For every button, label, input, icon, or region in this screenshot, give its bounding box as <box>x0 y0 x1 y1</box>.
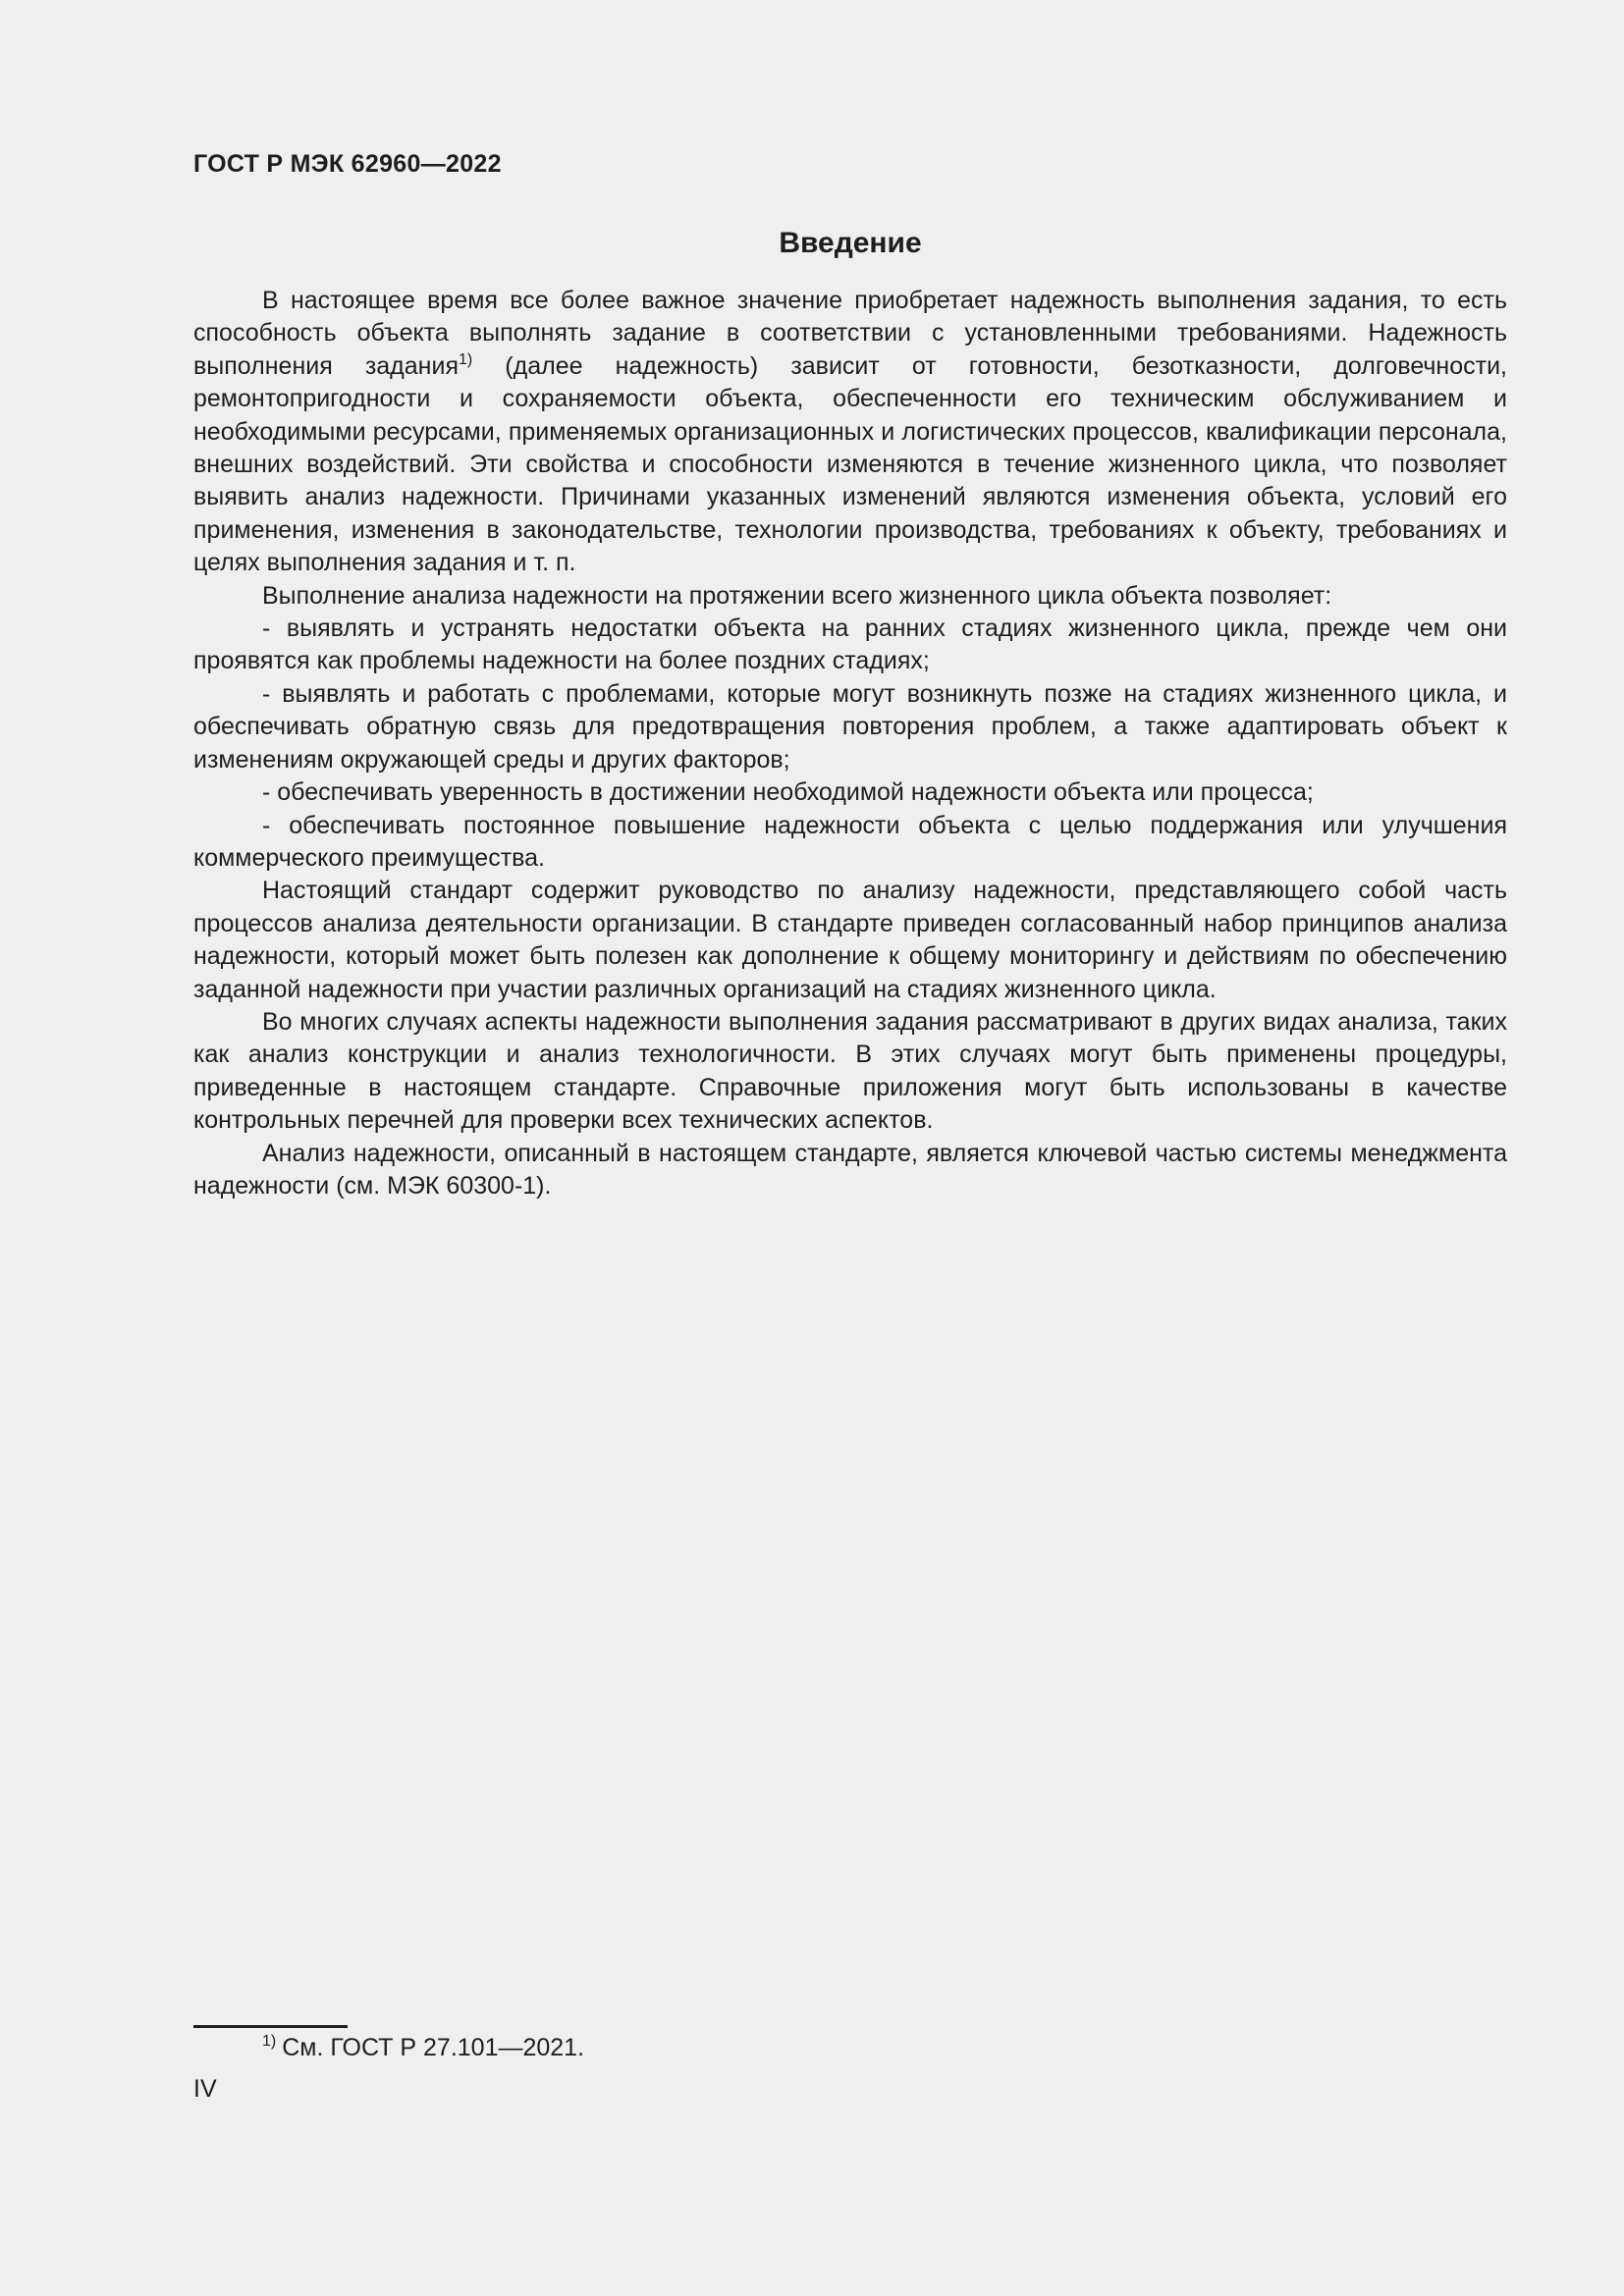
section-title: Введение <box>779 227 922 259</box>
footnote-separator <box>193 2025 348 2028</box>
body-text <box>193 285 1507 1202</box>
footnote <box>262 2031 584 2064</box>
list-item: - обеспечивать уверенность в достижении необходимой надежности объекта или процесса; <box>262 778 1314 807</box>
footnote-reference-mark: 1) <box>459 350 473 368</box>
document-number-header: ГОСТ Р МЭК 62960—2022 <box>193 150 502 178</box>
paragraph-management-system: Анализ надежности, описанный в настоящем стандарте, является ключевой частью системы менеджмента надежности (см. МЭК 60300-1). <box>193 1139 1507 1200</box>
paragraph-other-analyses: Во многих случаях аспекты надежности выполнения задания рассматривают в других видах анализа, таких как анализ конструкции и анализ технологичности. В этих случаях могут быть применены процедуры, приведенные в настоящем стандарте. Справочные приложения могут быть использованы в качестве контрольных перечней для проверки всех технических аспектов. <box>193 1007 1507 1135</box>
list-item: - выявлять и работать с проблемами, которые могут возникнуть позже на стадиях жизненного цикла, и обеспечивать обратную связь для предотвращения повторения проблем, а также адаптировать объект к изменениям окружающей среды и других факторов; <box>193 679 1507 774</box>
footnote-text: См. ГОСТ Р 27.101—2021. <box>282 2034 585 2061</box>
list-item: - выявлять и устранять недостатки объекта на ранних стадиях жизненного цикла, прежде чем они проявятся как проблемы надежности на более поздних стадиях; <box>193 614 1507 675</box>
paragraph-intro-start: В настоящее время все более важное значение приобретает надежность выполнения задания, то есть способность объекта выполнять задание в соответствии с установленными требованиями. Надежность выполнения задания <box>193 287 1507 380</box>
footnote-mark: 1) <box>262 2033 277 2050</box>
list-item: - обеспечивать постоянное повышение надежности объекта с целью поддержания или улучшения коммерческого преимущества. <box>193 811 1507 872</box>
paragraph-standard-scope: Настоящий стандарт содержит руководство по анализу надежности, представляющего собой часть процессов анализа деятельности организации. В стандарте приведен согласованный набор принципов анализа надежности, который может быть полезен как дополнение к общему мониторингу и действиям по обеспечению заданной надежности при участии различных организаций на стадиях жизненного цикла. <box>193 877 1507 1003</box>
paragraph-intro-end: (далее надежность) зависит от готовности, безотказности, долговечности, ремонтопригодности и сохраняемости объекта, обеспеченности его техническим обслуживанием и необходимыми ресурсами, применяемых организационных и логистических процессов, квалификации персонала, внешних воздействий. Эти свойства и способности изменяются в течение жизненного цикла, что позволяет выявить анализ надежности. Причинами указанных изменений являются изменения объекта, условий его применения, изменения в законодательстве, технологии производства, требованиях к объекту, требованиях и целях выполнения задания и т. п. <box>193 351 1507 577</box>
paragraph-analysis-benefits: Выполнение анализа надежности на протяжении всего жизненного цикла объекта позволяет: <box>262 581 1332 610</box>
paragraph-intro <box>193 285 1507 580</box>
page-number: IV <box>193 2075 217 2103</box>
